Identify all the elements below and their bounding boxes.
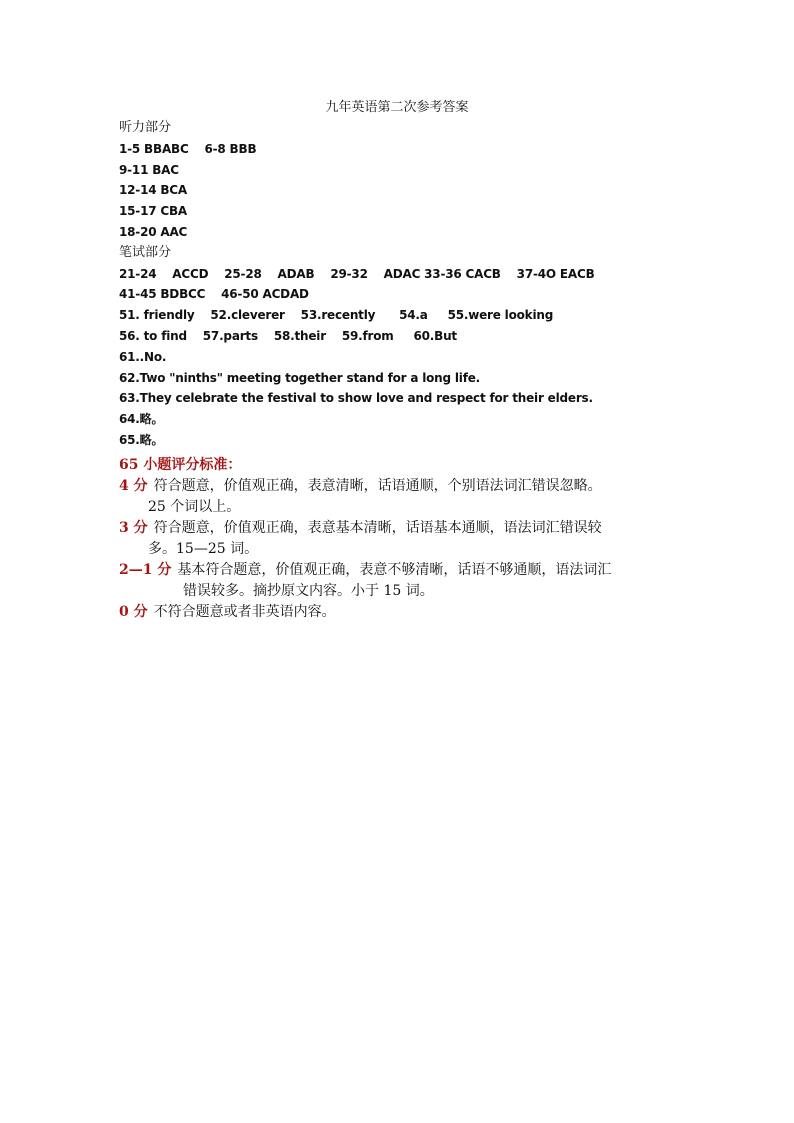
criteria-score: 2—1 分	[119, 561, 172, 578]
scoring-criteria	[119, 454, 699, 623]
criteria-item	[119, 602, 699, 623]
criteria-score: 0 分	[119, 603, 148, 620]
criteria-score: 4 分	[119, 477, 148, 494]
answer-line: 65.略。	[119, 432, 164, 447]
answer-content	[119, 118, 699, 623]
criteria-item	[119, 518, 699, 560]
listening-section-heading: 听力部分	[119, 120, 172, 135]
written-section-heading: 笔试部分	[119, 244, 172, 260]
answer-line: 18-20 AAC	[119, 224, 188, 239]
criteria-item	[119, 476, 699, 518]
criteria-description-continued: 25 个词以上。	[148, 498, 241, 515]
answer-line: 12-14 BCA	[119, 183, 187, 198]
criteria-score: 3 分	[119, 519, 148, 536]
criteria-description: 符合题意，价值观正确，表意清晰，话语通顺，个别语法词汇错误忽略。	[153, 477, 602, 494]
document-title: 九年英语第二次参考答案	[325, 100, 469, 115]
answer-line: 61..No.	[119, 349, 167, 364]
answer-line: 9-11 BAC	[119, 162, 179, 177]
criteria-description-continued: 多。15—25 词。	[148, 540, 259, 557]
answer-line: 1-5 BBABC 6-8 BBB	[119, 141, 257, 156]
criteria-description: 基本符合题意，价值观正确，表意不够清晰，话语不够通顺，语法词汇	[177, 561, 612, 578]
answer-line: 64.略。	[119, 412, 164, 427]
answer-line: 63.They celebrate the festival to show love and respect for their elders.	[119, 391, 593, 406]
answer-line: 41-45 BDBCC 46-50 ACDAD	[119, 287, 309, 302]
criteria-description-continued: 错误较多。摘抄原文内容。小于 15 词。	[183, 582, 434, 599]
criteria-description: 不符合题意或者非英语内容。	[153, 603, 336, 620]
criteria-heading: 65 小题评分标准：	[119, 456, 242, 473]
answer-line: 62.Two "ninths" meeting together stand for a long life.	[119, 370, 481, 385]
answer-line: 56. to find 57.parts 58.their 59.from 60.But	[119, 328, 457, 343]
answer-line: 15-17 CBA	[119, 204, 187, 219]
criteria-description: 符合题意，价值观正确，表意基本清晰，话语基本通顺，语法词汇错误较	[153, 519, 602, 536]
criteria-item	[119, 560, 699, 602]
answer-line: 21-24 ACCD 25-28 ADAB 29-32 ADAC 33-36 CACB 37-4O EACB	[119, 266, 595, 281]
answer-line: 51. friendly 52.cleverer 53.recently 54.a 55.were looking	[119, 308, 554, 323]
